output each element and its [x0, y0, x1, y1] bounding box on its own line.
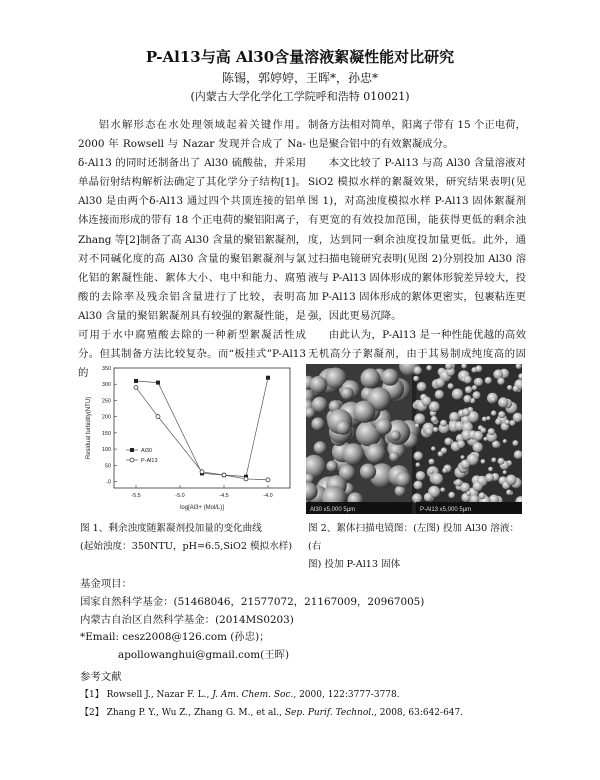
references-heading: 参考文献 — [80, 671, 122, 683]
sem-particle — [431, 473, 443, 485]
sem-particle — [505, 420, 510, 425]
sem-particle — [498, 411, 505, 418]
data-point — [244, 477, 248, 481]
sem-particle — [488, 428, 495, 435]
sem-particle — [473, 391, 481, 399]
sem-particle — [413, 366, 421, 374]
funding-line: 国家自然科学基金：(51468046，21577072，21167009，20967005) — [80, 595, 425, 608]
sem-particle — [506, 490, 512, 496]
sem-particle — [312, 397, 328, 413]
sem-particle — [343, 443, 365, 465]
email-line: apollowanghui@gmail.com(王晖) — [118, 649, 289, 662]
sem-particle — [448, 492, 455, 499]
y-tick-label: 300 — [101, 382, 111, 389]
sem-particle — [414, 481, 423, 490]
legend-label: P-Al13 — [141, 458, 158, 464]
sem-particle — [366, 444, 386, 464]
sem-particle — [512, 440, 518, 446]
sem-particle — [431, 416, 438, 423]
sem-particle — [433, 427, 438, 432]
sem-particle — [491, 458, 496, 463]
sem-particle — [425, 427, 433, 435]
x-tick-label: -4.5 — [219, 493, 229, 499]
data-point — [134, 379, 138, 383]
reference-item: 【1】 Rowsell J., Nazar F. L., J. Am. Chem. Soc., 2000, 122:3777-3778. — [80, 690, 400, 700]
data-point — [266, 376, 270, 380]
caption-line: 图 1、剩余浊度随絮凝剂投加量的变化曲线 — [80, 523, 262, 534]
references-section — [80, 668, 560, 722]
sem-particle — [485, 473, 494, 482]
left-column — [78, 116, 306, 383]
sem-particle — [503, 470, 507, 474]
y-tick-label: -0 — [106, 479, 111, 486]
sem-particle — [336, 420, 350, 434]
sem-particle — [475, 378, 483, 386]
sem-particle — [478, 492, 485, 499]
sem-particle — [473, 481, 483, 491]
sem-particle — [429, 469, 434, 474]
sem-particle — [416, 463, 421, 468]
data-point — [266, 478, 270, 482]
sem-particle — [506, 475, 517, 486]
sem-particle — [509, 420, 515, 426]
x-tick-label: -5.5 — [131, 493, 141, 499]
sem-particle — [360, 464, 376, 480]
sem-particle — [424, 493, 433, 502]
sem-particle — [486, 416, 490, 420]
sem-particle — [475, 365, 482, 372]
body-paragraph: 本文比较了 P-Al13 与高 Al30 含量溶液对 SiO2 模拟水样的絮凝效果，研究结果表明(见图 1)，对高浊度模拟水样 P-Al13 固体絮凝剂有更宽的有效投加范围，能获得更低的剩余浊度，达到同一剩余浊度投加量更低。此外，通过扫描电镜研究表明(见图 2)分别投加 Al30 溶液与 P-Al13 固体形成的絮体形貌差异较大，投加 P-Al13 固体形成的絮体更密实，包裹粘连更强，因此更易沉降。 — [308, 157, 526, 322]
funding-line: 内蒙古自治区自然科学基金：(2014MS0203) — [80, 613, 294, 626]
data-point — [200, 470, 204, 474]
data-point — [134, 385, 138, 389]
sem-particle — [507, 385, 512, 390]
sem-particle — [455, 479, 462, 486]
sem-particle — [310, 376, 328, 394]
sem-particle — [421, 396, 431, 406]
data-point — [156, 381, 160, 385]
legend-label: Al30 — [141, 448, 153, 454]
body-paragraph: 制备方法相对简单，阳离子带有 15 个正电荷，也是聚合铝中的有效絮凝成分。 — [308, 119, 526, 151]
affiliation: (内蒙古大学化学化工学院呼和浩特 010021) — [190, 90, 410, 103]
body-paragraph: 由此认为，P-Al13 是一种性能优越的高效无机高分子絮凝剂，由于其易制成纯度高的固 — [308, 329, 526, 361]
sem-particle — [491, 410, 497, 416]
email-line: *Email: cesz2008@126.com (孙忠)； — [80, 631, 270, 644]
sem-particle — [498, 397, 508, 407]
x-tick-label: -5.0 — [175, 493, 185, 499]
sem-particle — [444, 438, 452, 446]
legend-marker — [130, 448, 134, 452]
data-point — [156, 415, 160, 419]
sem-particle — [382, 369, 399, 386]
y-axis-label: Residual turbidity(NTU) — [86, 396, 92, 460]
sem-particle — [440, 487, 445, 492]
sem-particle — [426, 365, 432, 371]
sem-particle — [442, 468, 447, 473]
sem-particle — [413, 376, 419, 382]
sem-particle — [314, 441, 327, 454]
sem-particle — [463, 395, 471, 403]
sem-right-label: P-Al13 x5,000 5μm — [420, 507, 472, 513]
y-tick-label: 50 — [104, 463, 111, 470]
sem-particle — [375, 418, 391, 434]
sem-particle — [390, 430, 401, 441]
figure-2-micrographs — [306, 364, 522, 514]
sem-particle — [435, 378, 445, 388]
sem-particle — [495, 418, 502, 425]
sem-particle — [491, 397, 497, 403]
data-point — [222, 473, 226, 477]
sem-particle — [353, 401, 375, 423]
right-column — [308, 116, 526, 383]
author-list: 陈锡，郭婷婷，王晖*，孙忠* — [221, 71, 378, 85]
sem-particle — [513, 385, 520, 392]
y-tick-label: 100 — [101, 447, 111, 454]
sem-images — [306, 364, 522, 514]
caption-line: 图) 投加 P-Al13 固体 — [308, 559, 401, 570]
sem-particle — [435, 390, 444, 399]
sem-particle — [457, 440, 465, 448]
funding-heading: 基金项目： — [80, 578, 132, 590]
y-tick-label: 150 — [101, 430, 111, 437]
caption-line: (起始浊度：350NTU，pH=6.5,SiO2 模拟水样) — [80, 541, 293, 552]
figure-2-caption — [308, 520, 528, 574]
sem-particle — [414, 413, 425, 424]
sem-particle — [414, 451, 423, 460]
sem-particle — [311, 417, 324, 430]
sem-particle — [473, 442, 483, 452]
sem-particle — [416, 471, 426, 481]
sem-particle — [497, 378, 504, 385]
y-tick-label: 200 — [101, 414, 111, 421]
sem-particle — [395, 472, 411, 488]
sem-particle — [448, 383, 454, 389]
turbidity-chart — [80, 360, 298, 516]
sem-particle — [465, 386, 472, 393]
sem-particle — [503, 439, 507, 443]
sem-particle — [389, 452, 399, 462]
x-tick-label: -4.0 — [263, 493, 273, 499]
sem-particle — [473, 431, 483, 441]
sem-particle — [452, 389, 463, 400]
sem-particle — [482, 417, 487, 422]
paper-title: P-Al13与高 Al30含量溶液絮凝性能对比研究 — [145, 48, 455, 66]
funding-section — [80, 576, 550, 665]
y-tick-label: 350 — [101, 366, 111, 372]
sem-particle — [326, 461, 337, 472]
sem-particle — [431, 446, 436, 451]
sem-particle — [461, 460, 471, 470]
reference-item: 【2】 Zhang P. Y., Wu Z., Zhang G. M., et al., Sep. Purif. Technol., 2008, 63:642-647. — [80, 708, 464, 718]
sem-particle — [361, 368, 381, 388]
x-axis-label: log[Al3+ (Mol/L)] — [180, 505, 224, 511]
sem-particle — [462, 408, 470, 416]
legend-marker — [130, 458, 134, 462]
sem-particle — [461, 455, 465, 459]
sem-particle — [464, 376, 472, 384]
figure-1-caption — [80, 520, 302, 556]
sem-particle — [429, 459, 435, 465]
sem-particle — [498, 458, 505, 465]
sem-particle — [485, 377, 492, 384]
sem-particle — [466, 491, 471, 496]
body-paragraph: 铝水解形态在水处理领域起着关键作用。2000 年 Rowsell 与 Nazar 发现并合成了 Na-δ-Al13 的同时还制备出了 Al30 硫酸盐，并采用单晶衍射结构解析法确定了其化学分子结构[1]。Al30 是由两个δ-Al13 通过四个共顶连接的铝单体连接而形成的带有 18 个正电荷的聚铝阳离子，Zhang 等[2]制备了高 Al30 含量的聚铝絮凝剂，对不同碱化度的高 Al30 含量的聚铝絮凝剂与氯化铝的絮凝性能、絮体大小、电中和能力、腐殖酸的去除率及残余铝含量进行了比较，表明高 Al30 含量的聚铝絮凝剂具有较强的絮凝性能，是可用于水中腐殖酸去除的一种新型絮凝活性成分。但其制备方法比较复杂。而“板挂式”P-Al13 的 — [78, 119, 306, 380]
figure-1-chart — [80, 360, 298, 516]
sem-particle — [417, 382, 427, 392]
sem-particle — [412, 493, 422, 503]
sem-particle — [488, 467, 493, 472]
sem-left-label: Al30 x5,000 5μm — [310, 507, 356, 513]
sem-particle — [449, 412, 459, 422]
sem-particle — [481, 459, 486, 464]
sem-particle — [472, 385, 477, 390]
sem-particle — [415, 423, 420, 428]
caption-line: 图 2、絮体扫描电镜图：(左图) 投加 Al30 溶液：(右 — [308, 523, 520, 552]
sem-particle — [341, 387, 354, 400]
sem-particle — [441, 447, 447, 453]
y-tick-label: 250 — [101, 398, 111, 405]
sem-particle — [440, 420, 447, 427]
